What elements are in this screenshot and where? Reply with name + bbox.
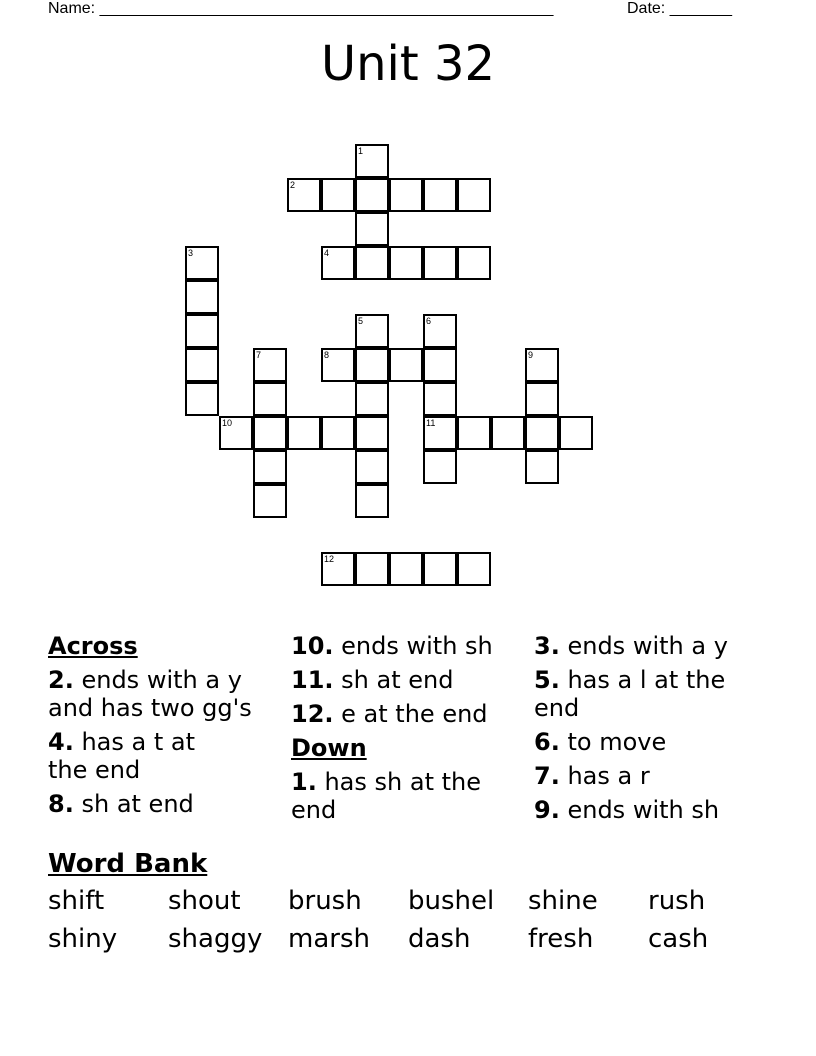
page-title: Unit 32 <box>320 36 496 92</box>
down-clue-6: 6. to move <box>534 728 667 756</box>
word-bank-title: Word Bank <box>48 849 208 879</box>
crossword-cell[interactable] <box>389 246 423 280</box>
crossword-cell[interactable] <box>185 348 219 382</box>
crossword-cell[interactable] <box>389 552 423 586</box>
crossword-cell[interactable] <box>321 246 355 280</box>
word-bank-word: shift <box>48 886 105 916</box>
crossword-cell[interactable] <box>355 348 389 382</box>
clue-number: 11 <box>426 418 436 428</box>
crossword-cell[interactable] <box>321 416 355 450</box>
name-field-label: Name: ___________________________________________________ <box>48 0 554 17</box>
crossword-cell[interactable] <box>185 246 219 280</box>
crossword-cell[interactable] <box>423 348 457 382</box>
crossword-cell[interactable] <box>355 450 389 484</box>
crossword-cell[interactable] <box>423 416 457 450</box>
crossword-cell[interactable] <box>525 450 559 484</box>
crossword-cell[interactable] <box>423 178 457 212</box>
word-bank-word: rush <box>648 886 706 916</box>
crossword-cell[interactable] <box>423 314 457 348</box>
crossword-cell[interactable] <box>185 382 219 416</box>
crossword-cell[interactable] <box>389 348 423 382</box>
crossword-cell[interactable] <box>423 552 457 586</box>
crossword-cell[interactable] <box>185 314 219 348</box>
crossword-cell[interactable] <box>321 348 355 382</box>
crossword-cell[interactable] <box>525 382 559 416</box>
crossword-cell[interactable] <box>457 178 491 212</box>
across-clue-10: 10. ends with sh <box>291 632 493 660</box>
down-clue-9: 9. ends with sh <box>534 796 720 824</box>
crossword-cell[interactable] <box>559 416 593 450</box>
clue-number: 2 <box>290 180 296 190</box>
word-bank-word: fresh <box>528 924 594 954</box>
down-clue-1: 1. has sh at the end <box>291 768 481 824</box>
date-field-label: Date: _______ <box>627 0 732 17</box>
down-clue-5: 5. has a l at the end <box>534 666 726 722</box>
crossword-cell[interactable] <box>525 348 559 382</box>
crossword-cell[interactable] <box>355 416 389 450</box>
crossword-cell[interactable] <box>355 314 389 348</box>
crossword-cell[interactable] <box>355 178 389 212</box>
clues-column-2 <box>291 632 521 830</box>
clue-number: 10 <box>222 418 233 428</box>
across-clue-12: 12. e at the end <box>291 700 488 728</box>
clue-number: 8 <box>324 350 330 360</box>
word-bank-word: dash <box>408 924 471 954</box>
word-bank-word: cash <box>648 924 709 954</box>
crossword-cell[interactable] <box>253 416 287 450</box>
crossword-cell[interactable] <box>525 416 559 450</box>
crossword-cell[interactable] <box>287 416 321 450</box>
down-clue-7: 7. has a r <box>534 762 650 790</box>
word-bank-word: brush <box>288 886 362 916</box>
crossword-cell[interactable] <box>253 484 287 518</box>
clue-number: 5 <box>358 316 364 326</box>
crossword-cell[interactable] <box>219 416 253 450</box>
crossword-cell[interactable] <box>423 450 457 484</box>
word-bank-word: shine <box>528 886 598 916</box>
down-clue-3: 3. ends with a y <box>534 632 728 660</box>
crossword-cell[interactable] <box>253 348 287 382</box>
word-bank-word: marsh <box>288 924 370 954</box>
crossword-cell[interactable] <box>457 246 491 280</box>
across-clue-2: 2. ends with a y and has two gg's <box>48 666 252 722</box>
crossword-cell[interactable] <box>355 552 389 586</box>
crossword-cell[interactable] <box>253 382 287 416</box>
clue-number: 7 <box>256 350 262 360</box>
crossword-cell[interactable] <box>287 178 321 212</box>
crossword-cell[interactable] <box>185 280 219 314</box>
across-heading: Across <box>48 632 138 660</box>
clue-number: 4 <box>324 248 330 258</box>
crossword-cell[interactable] <box>321 552 355 586</box>
crossword-cell[interactable] <box>457 552 491 586</box>
word-bank-word: shiny <box>48 924 118 954</box>
crossword-cell[interactable] <box>355 144 389 178</box>
clue-number: 12 <box>324 554 335 564</box>
crossword-cell[interactable] <box>423 246 457 280</box>
down-heading: Down <box>291 734 367 762</box>
word-bank-word: shout <box>168 886 241 916</box>
crossword-cell[interactable] <box>423 382 457 416</box>
across-clue-8: 8. sh at end <box>48 790 194 818</box>
across-clue-4: 4. has a t at the end <box>48 728 196 784</box>
crossword-cell[interactable] <box>355 246 389 280</box>
clue-number: 9 <box>528 350 534 360</box>
clues-column-3 <box>534 632 759 830</box>
crossword-cell[interactable] <box>457 416 491 450</box>
crossword-cell[interactable] <box>355 212 389 246</box>
crossword-cell[interactable] <box>389 178 423 212</box>
clue-number: 3 <box>188 248 194 258</box>
crossword-cell[interactable] <box>355 382 389 416</box>
clue-number: 6 <box>426 316 432 326</box>
clues-column-1 <box>48 632 280 824</box>
crossword-cell[interactable] <box>491 416 525 450</box>
word-bank-word: bushel <box>408 886 495 916</box>
across-clue-11: 11. sh at end <box>291 666 454 694</box>
word-bank-word: shaggy <box>168 924 263 954</box>
crossword-cell[interactable] <box>355 484 389 518</box>
crossword-cell[interactable] <box>253 450 287 484</box>
crossword-cell[interactable] <box>321 178 355 212</box>
clue-number: 1 <box>358 146 364 156</box>
